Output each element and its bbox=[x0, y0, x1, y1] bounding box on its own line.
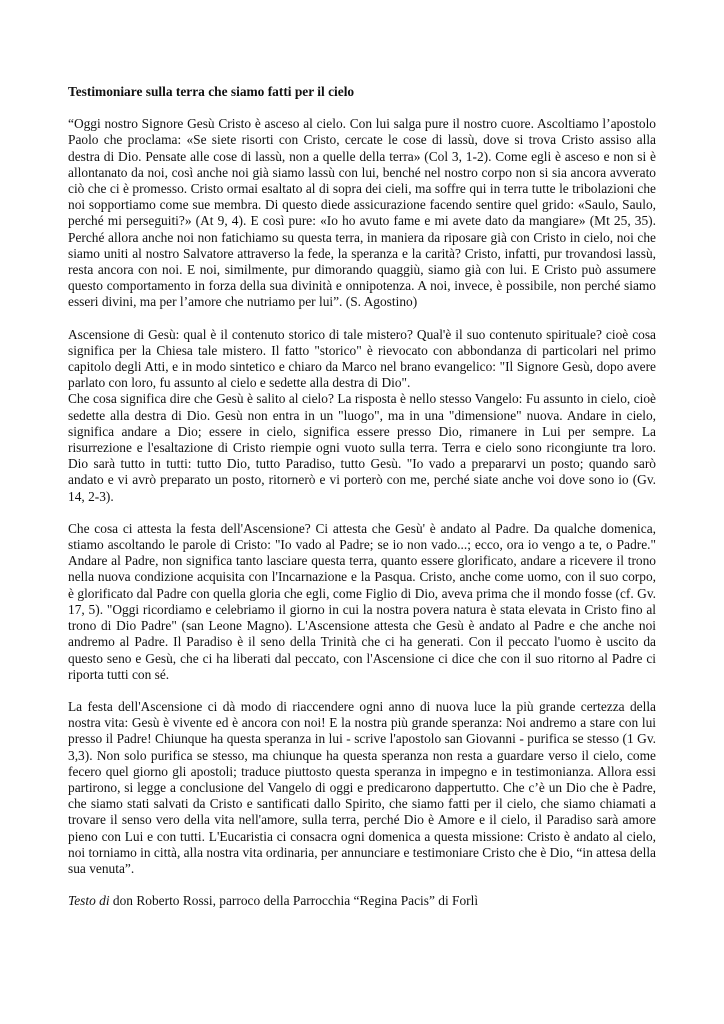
paragraph-festa-attesta: Che cosa ci attesta la festa dell'Ascensione? Ci attesta che Gesù' è andato al Padre. Da qualche domenica, stiamo ascoltando le parole di Cristo: "Io vado al Padre; se io non vado...; ecco, ora io vengo a te, o Padre." Andare al Padre, non significa tanto lasciare questa terra, quanto essere glorificato, andare a ricevere il trono nella nuova condizione acquisita con l'Incarnazione e la Pasqua. Cristo, anche come uomo, con il suo corpo, è glorificato dal Padre con quella gloria che egli, come Figlio di Dio, aveva prima che il mondo fosse (cf. Gv. 17, 5). "Oggi ricordiamo e celebriamo il giorno in cui la nostra povera natura è stata elevata in Cristo fino al trono di Dio Padre" (san Leone Magno). L'Ascensione attesta che Gesù è andato al Padre e che anche noi andremo al Padre. Il Paradiso è il seno della Trinità che ci ha generati. Con il peccato l'uomo è uscito da questo seno e Gesù, che ci ha liberati dal peccato, con l'Ascensione ci dice che con il suo ritorno al Padre ci riporta tutti con sé. bbox=[68, 520, 656, 682]
signature-author: don Roberto Rossi, parroco della Parrocchia “Regina Pacis” di Forlì bbox=[109, 893, 479, 909]
paragraph-ascensione-storico: Ascensione di Gesù: qual è il contenuto storico di tale mistero? Qual'è il suo contenuto spirituale? cioè cosa significa per la Chiesa tale mistero. Il fatto "storico" è rievocato con abbondanza di particolari nel primo capitolo degli Atti, e in modo sintetico e chiaro da Marco nel brano evangelico: "Il Signore Gesù, dopo avere parlato con loro, fu assunto al cielo e sedette alla destra di Dio". bbox=[68, 326, 656, 391]
paragraph-festa-certezza: La festa dell'Ascensione ci dà modo di riaccendere ogni anno di nuova luce la più grande certezza della nostra vita: Gesù è vivente ed è ancora con noi! E la nostra più grande speranza: Noi andremo a stare con lui presso il Padre! Chiunque ha questa speranza in lui - scrive l'apostolo san Giovanni - purifica se stesso (1 Gv. 3,3). Non solo purifica se stesso, ma chiunque ha questa speranza non resta a guardare verso il cielo, come fecero quel giorno gli apostoli; traduce piuttosto questa speranza in impegno e in testimonianza. Allora essi partirono, si legge a conclusione del Vangelo di oggi e predicarono dappertutto. Che c’è un Dio che è Padre, che siamo stati salvati da Cristo e santificati dallo Spirito, che siamo fatti per il cielo, che siamo chiamati a trovare il senso vero della vita nell'amore, sulla terra, perché Dio è Amore e il cielo, il Paradiso sarà amore pieno con Lui e con tutti. L'Eucaristia ci consacra ogni domenica a questa missione: Cristo è andato al cielo, noi torniamo in città, alla nostra vita ordinaria, per annunciare e testimoniare Cristo che è Dio, “in attesa della sua venuta”. bbox=[68, 698, 656, 876]
document-page bbox=[68, 84, 656, 925]
signature-prefix: Testo di bbox=[68, 893, 110, 909]
paragraph-group-ascensione bbox=[68, 327, 656, 505]
paragraph-agostino-quote: “Oggi nostro Signore Gesù Cristo è asceso al cielo. Con lui salga pure il nostro cuore. Ascoltiamo l’apostolo Paolo che proclama: «Se siete risorti con Cristo, cercate le cose di lassù, dove si trova Cristo assiso alla destra di Dio. Pensate alle cose di lassù, non a quelle della terra» (Col 3, 1-2). Come egli è asceso e non si è allontanato da noi, così anche noi già siamo lassù con lui, benché nel nostro corpo non si sia ancora avverato ciò che ci è promesso. Cristo ormai esaltato al di sopra dei cieli, ma soffre qui in terra tutte le tribolazioni che noi sopportiamo come sue membra. Di questo diede assicurazione facendo sentire quel grido: «Saulo, Saulo, perché mi perseguiti?» (At 9, 4). E così pure: «Io ho avuto fame e mi avete dato da mangiare» (Mt 25, 35). Perché allora anche noi non fatichiamo su questa terra, in maniera da riposare già con Cristo in cielo, noi che siamo uniti al nostro Salvatore attraverso la fede, la speranza e la carità? Cristo, infatti, pur trovandosi lassù, resta ancora con noi. E noi, similmente, pur dimorando quaggiù, siamo già con lui. E Cristo può assumere questo comportamento in forza della sua divinità e onnipotenza. A noi, invece, è possibile, non perché siamo esseri divini, ma per l’amore che nutriamo per lui”. (S. Agostino) bbox=[68, 116, 656, 310]
paragraph-ascensione-significato: Che cosa significa dire che Gesù è salito al cielo? La risposta è nello stesso Vangelo: Fu assunto in cielo, cioè sedette alla destra di Dio. Gesù non entra in un "luogo", ma in una "dimensione" nuova. Andare in cielo, significa andare a Dio; essere in cielo, significa essere presso Dio, rimanere in Lui per sempre. La risurrezione e l'esaltazione di Cristo riempie ogni vuoto sulla terra. Terra e cielo sono ricongiunte tra loro. Dio sarà tutto in tutti: tutto Dio, tutto Paradiso, tutto Gesù. "Io vado a prepararvi un posto; quando sarò andato e vi avrò preparato un posto, ritornerò e vi porterò con me, perché siate anche voi dove sono io (Gv. 14, 2-3). bbox=[68, 391, 656, 504]
document-title: Testimoniare sulla terra che siamo fatti per il cielo bbox=[68, 84, 355, 99]
author-signature bbox=[68, 893, 656, 909]
